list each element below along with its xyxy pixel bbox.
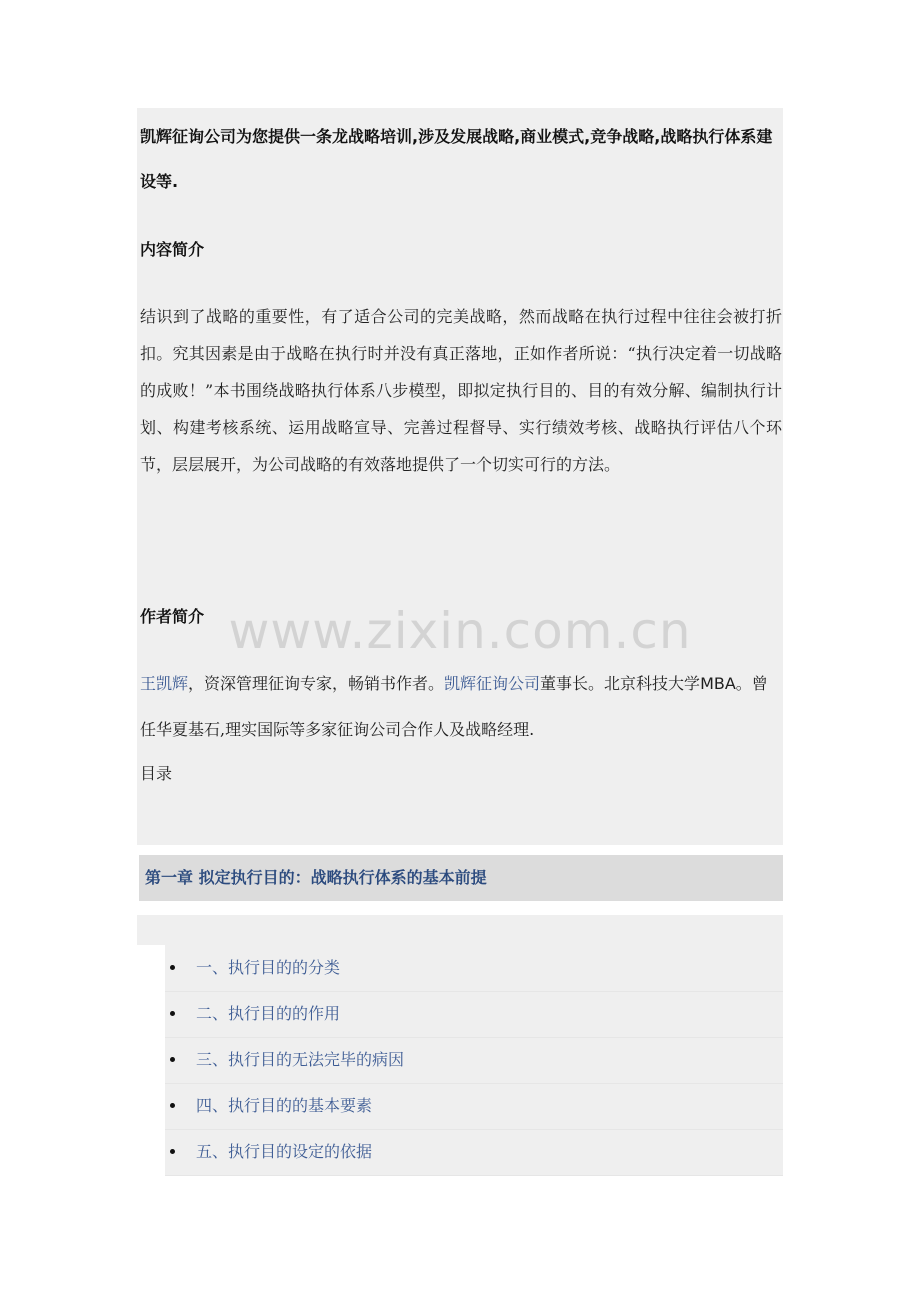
toc-label: 目录 <box>140 764 173 783</box>
author-heading: 作者简介 <box>140 607 205 626</box>
author-bio-text-1: ，资深管理征询专家，畅销书作者。 <box>188 674 445 693</box>
toc-panel <box>165 945 783 1175</box>
content-body: 结识到了战略的重要性，有了适合公司的完美战略，然而战略在执行过程中往往会被打折扣。究其因素是由于战略在执行时并没有真正落地，正如作者所说：“执行决定着一切战略的成败！”本书围绕战略执行体系八步模型，即拟定执行目的、目的有效分解、编制执行计划、构建考核系统、运用战略宣导、完善过程督导、实行绩效考核、战略执行评估八个环节，层层展开，为公司战略的有效落地提供了一个切实可行的方法。 <box>140 307 782 474</box>
toc-item[interactable] <box>165 1129 783 1176</box>
content-heading: 内容简介 <box>140 240 205 259</box>
toc-item[interactable] <box>165 945 783 992</box>
intro-text: 凯辉征询公司为您提供一条龙战略培训,涉及发展战略,商业模式,竞争战略,战略执行体系建设等. <box>140 127 773 191</box>
company-link[interactable]: 凯辉征询公司 <box>444 674 541 693</box>
chapter-header <box>139 855 783 901</box>
toc-item-label[interactable]: 五、执行目的设定的依据 <box>196 1142 373 1161</box>
bullet-icon <box>170 1057 175 1062</box>
author-name-link[interactable]: 王凯辉 <box>140 674 189 693</box>
author-bio-text-2: 董事长。北京科技大学 <box>540 674 701 693</box>
bullet-icon <box>170 1149 175 1154</box>
toc-item[interactable] <box>165 1037 783 1084</box>
toc-item-label[interactable]: 一、执行目的的分类 <box>196 958 341 977</box>
author-bio-text-3: 。曾任华夏基石,理实国际等多家征询公司合作人及战略经理. <box>140 674 768 739</box>
bullet-icon <box>170 965 175 970</box>
author-bio <box>140 661 782 753</box>
bullet-icon <box>170 1103 175 1108</box>
author-degree: MBA <box>700 674 736 693</box>
bullet-icon <box>170 1011 175 1016</box>
toc-item[interactable] <box>165 991 783 1038</box>
toc-panel-top <box>137 915 783 945</box>
chapter-title: 第一章 拟定执行目的：战略执行体系的基本前提 <box>145 868 487 887</box>
toc-item-label[interactable]: 三、执行目的无法完毕的病因 <box>196 1050 405 1069</box>
toc-item[interactable] <box>165 1083 783 1130</box>
toc-item-label[interactable]: 四、执行目的的基本要素 <box>196 1096 373 1115</box>
watermark: www.zixin.com.cn <box>228 602 692 660</box>
toc-item-label[interactable]: 二、执行目的的作用 <box>196 1004 341 1023</box>
